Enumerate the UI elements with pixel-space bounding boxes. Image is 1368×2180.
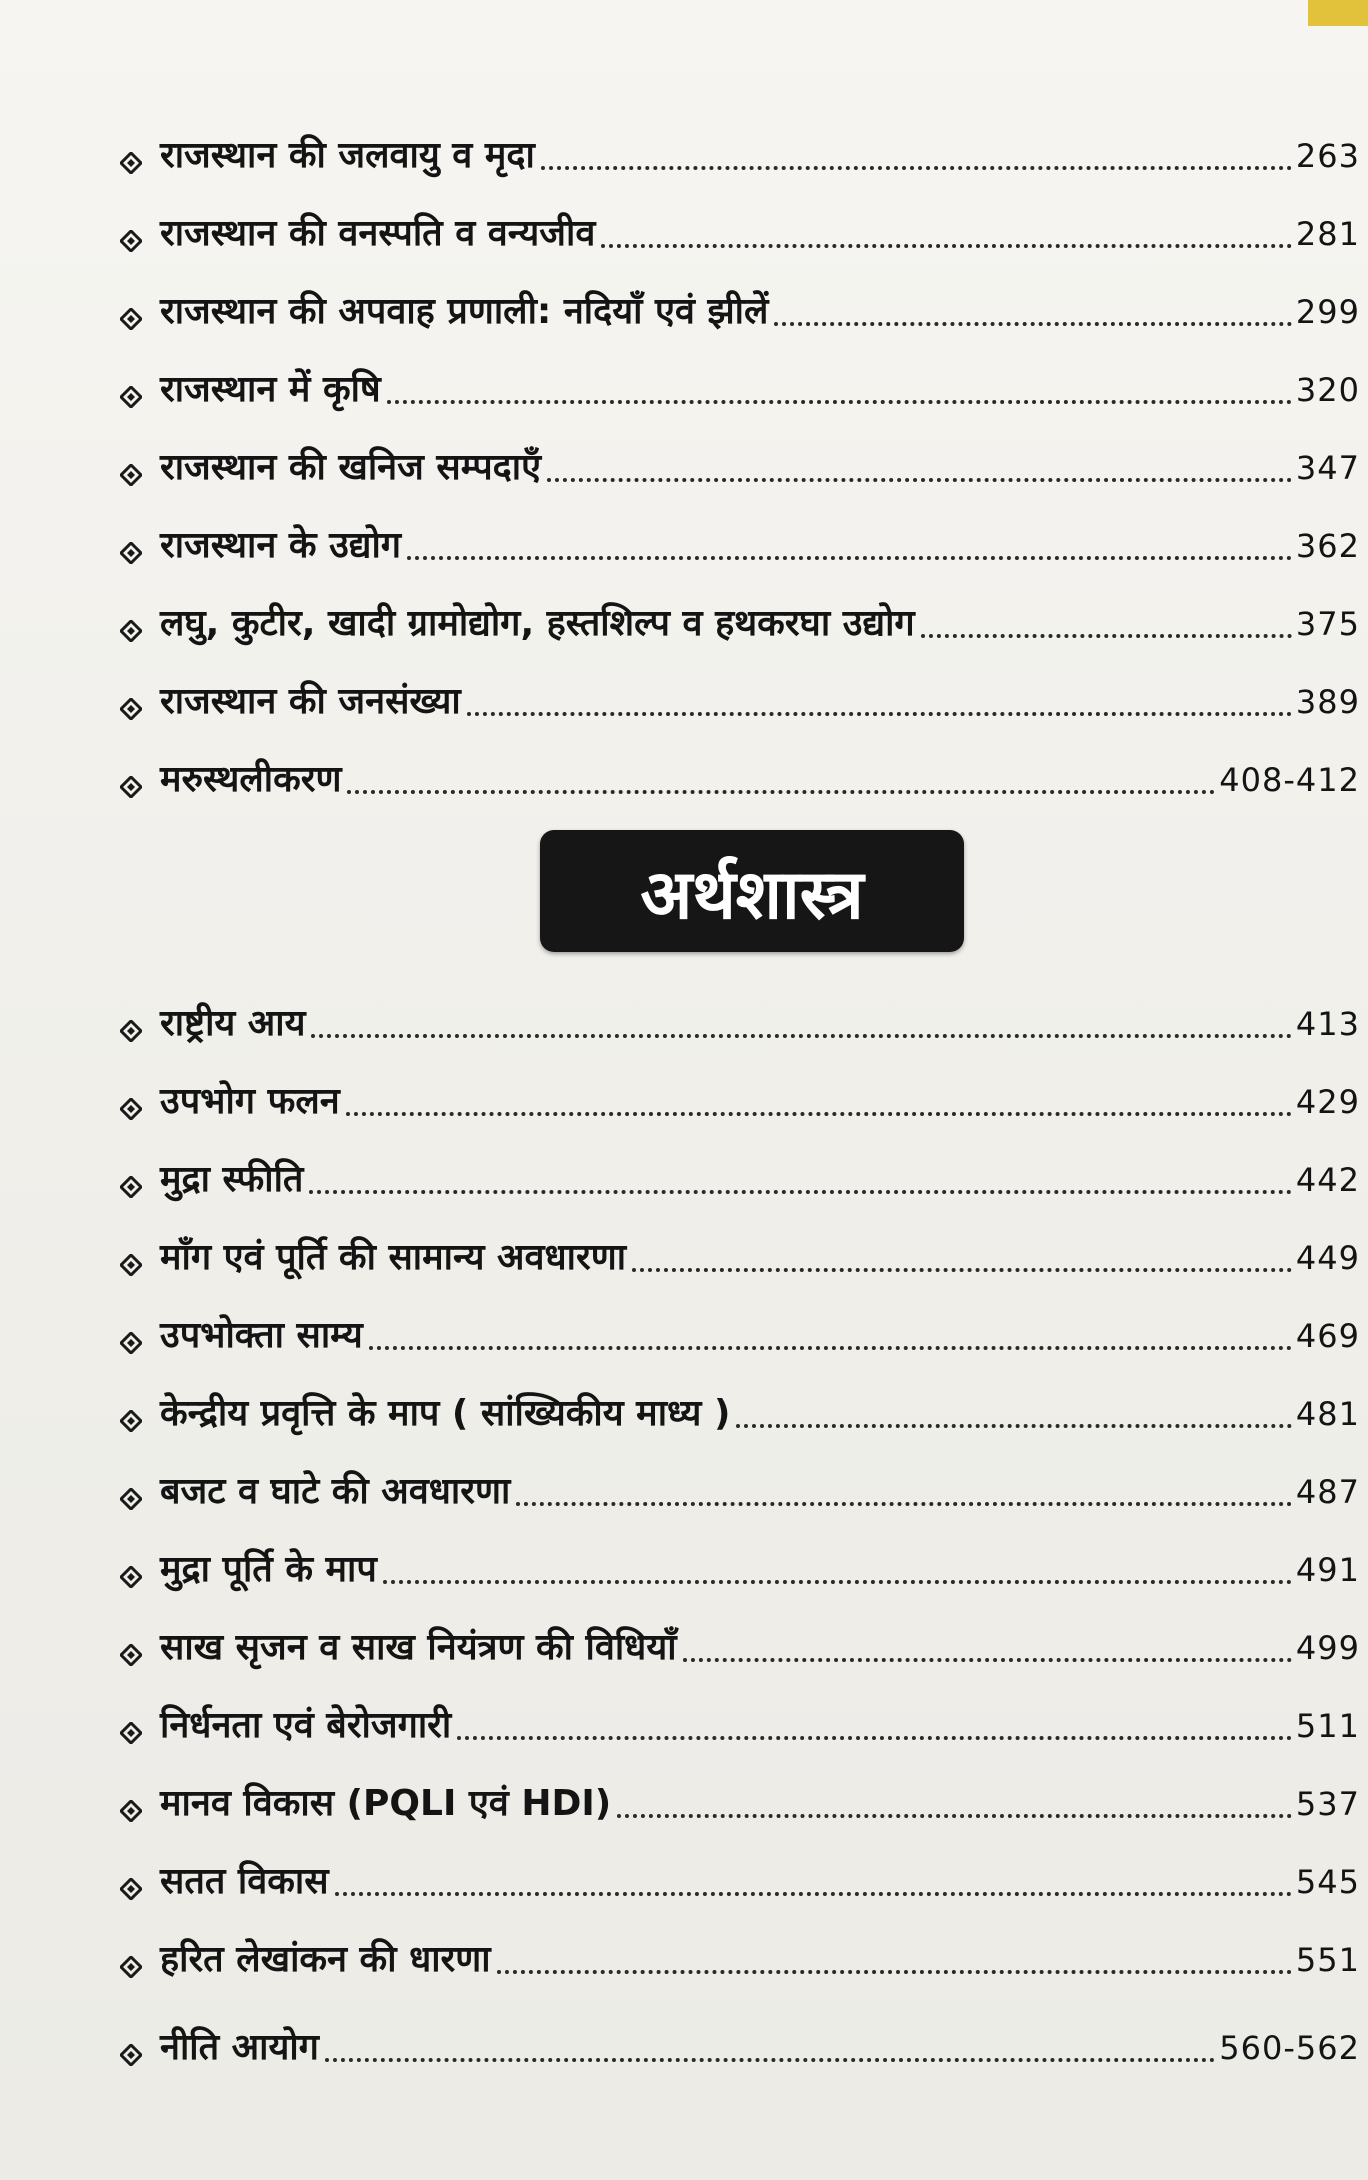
toc-entry-title: राजस्थान की जनसंख्या [160,681,461,722]
toc-entry-page: 560-562 [1219,2029,1360,2067]
toc-entry[interactable] [120,284,1360,340]
dotted-leader [921,630,1292,638]
diamond-bullet-icon [120,1644,142,1666]
toc-entry[interactable] [120,996,1360,1052]
toc-entry[interactable] [120,1776,1360,1832]
dotted-leader [347,786,1215,794]
toc-entry[interactable] [120,1620,1360,1676]
toc-entry-title: मुद्रा स्फीति [160,1159,304,1200]
toc-entry[interactable] [120,1464,1360,1520]
dotted-leader [407,552,1292,560]
toc-entry-page: 362 [1295,527,1360,565]
toc-entry-title: हरित लेखांकन की धारणा [160,1939,491,1980]
toc-entry-title: राष्ट्रीय आय [160,1003,306,1044]
dotted-leader [457,1732,1292,1740]
diamond-bullet-icon [120,1800,142,1822]
toc-entry-page: 347 [1295,449,1360,487]
diamond-bullet-icon [120,1956,142,1978]
toc-entry-title: राजस्थान की वनस्पति व वन्यजीव [160,213,596,254]
dotted-leader [547,474,1292,482]
toc-entry[interactable] [120,128,1360,184]
dotted-leader [736,1420,1291,1428]
dotted-leader [774,318,1292,326]
diamond-bullet-icon [120,1332,142,1354]
diamond-bullet-icon [120,1566,142,1588]
dotted-leader [335,1888,1292,1896]
toc-entry-title: राजस्थान की जलवायु व मृदा [160,135,535,176]
toc-entry[interactable] [120,1386,1360,1442]
dotted-leader [383,1576,1292,1584]
toc-entry-title: सतत विकास [160,1861,329,1902]
toc-entry[interactable] [120,1152,1360,1208]
diamond-bullet-icon [120,1020,142,1042]
toc-entry-title: मरुस्थलीकरण [160,759,342,800]
toc-entry-page: 408-412 [1219,761,1360,799]
toc-entry-title: उपभोग फलन [160,1081,340,1122]
dotted-leader [387,396,1292,404]
toc-entry-page: 449 [1295,1239,1360,1277]
diamond-bullet-icon [120,1722,142,1744]
toc-entry-page: 281 [1295,215,1360,253]
toc-entry-title: साख सृजन व साख नियंत्रण की विधियाँ [160,1627,677,1668]
toc-entry-title: राजस्थान की अपवाह प्रणाली: नदियाँ एवं झीलें [160,291,769,332]
dotted-leader [467,708,1292,716]
toc-entry[interactable] [120,596,1360,652]
toc-entry[interactable] [120,1074,1360,1130]
toc-entry-title: मुद्रा पूर्ति के माप [160,1549,377,1590]
toc-entry[interactable] [120,1308,1360,1364]
dotted-leader [601,240,1292,248]
toc-entry-page: 511 [1295,1707,1360,1745]
diamond-bullet-icon [120,620,142,642]
dotted-leader [516,1498,1292,1506]
diamond-bullet-icon [120,542,142,564]
diamond-bullet-icon [120,1176,142,1198]
dotted-leader [309,1186,1291,1194]
dotted-leader [369,1342,1292,1350]
dotted-leader [683,1654,1292,1662]
toc-entry[interactable] [120,2020,1360,2076]
toc-entry-title: नीति आयोग [160,2027,319,2068]
toc-entry-page: 320 [1295,371,1360,409]
dotted-leader [497,1966,1292,1974]
diamond-bullet-icon [120,464,142,486]
toc-entry-title: लघु, कुटीर, खादी ग्रामोद्योग, हस्तशिल्प व हथकरघा उद्योग [160,603,915,644]
toc-entry[interactable] [120,1698,1360,1754]
toc-entry[interactable] [120,1854,1360,1910]
toc-entry-page: 469 [1295,1317,1360,1355]
dotted-leader [632,1264,1292,1272]
toc-entry[interactable] [120,206,1360,262]
toc-entry-page: 499 [1295,1629,1360,1667]
toc-entry[interactable] [120,674,1360,730]
diamond-bullet-icon [120,1878,142,1900]
toc-entry-page: 481 [1295,1395,1360,1433]
toc-entry-page: 551 [1295,1941,1360,1979]
toc-entry[interactable] [120,362,1360,418]
page-corner-strip [1308,0,1368,26]
toc-entry-page: 429 [1295,1083,1360,1121]
diamond-bullet-icon [120,1098,142,1120]
toc-entry-page: 263 [1295,137,1360,175]
toc-entry-title: मानव विकास (PQLI एवं HDI) [160,1783,612,1824]
diamond-bullet-icon [120,1410,142,1432]
toc-entry-title: केन्द्रीय प्रवृत्ति के माप ( सांख्यिकीय माध्य ) [160,1393,731,1434]
dotted-leader [617,1810,1292,1818]
diamond-bullet-icon [120,776,142,798]
toc-entry-page: 537 [1295,1785,1360,1823]
toc-entry-page: 413 [1295,1005,1360,1043]
dotted-leader [346,1108,1292,1116]
toc-entry-title: बजट व घाटे की अवधारणा [160,1471,511,1512]
dotted-leader [541,162,1292,170]
toc-entry[interactable] [120,1230,1360,1286]
toc-entry-page: 299 [1295,293,1360,331]
diamond-bullet-icon [120,1254,142,1276]
toc-entry[interactable] [120,518,1360,574]
toc-entry[interactable] [120,440,1360,496]
toc-entry-title: निर्धनता एवं बेरोजगारी [160,1705,452,1746]
toc-entry-title: राजस्थान में कृषि [160,369,381,410]
toc-entry-title: माँग एवं पूर्ति की सामान्य अवधारणा [160,1237,627,1278]
toc-entry-title: राजस्थान के उद्योग [160,525,402,566]
toc-entry-page: 442 [1295,1161,1360,1199]
toc-entry-title: राजस्थान की खनिज सम्पदाएँ [160,447,542,488]
diamond-bullet-icon [120,152,142,174]
toc-entry[interactable] [120,1542,1360,1598]
toc-entry-page: 545 [1295,1863,1360,1901]
toc-entry[interactable] [120,752,1360,808]
diamond-bullet-icon [120,386,142,408]
toc-entry-page: 375 [1295,605,1360,643]
dotted-leader [325,2054,1215,2062]
diamond-bullet-icon [120,2044,142,2066]
section-heading: अर्थशास्त्र [540,830,964,952]
toc-entry-page: 491 [1295,1551,1360,1589]
dotted-leader [311,1030,1291,1038]
toc-entry-page: 389 [1295,683,1360,721]
diamond-bullet-icon [120,1488,142,1510]
toc-entry-page: 487 [1295,1473,1360,1511]
toc-entry[interactable] [120,1932,1360,1988]
diamond-bullet-icon [120,230,142,252]
diamond-bullet-icon [120,698,142,720]
toc-entry-title: उपभोक्ता साम्य [160,1315,363,1356]
diamond-bullet-icon [120,308,142,330]
